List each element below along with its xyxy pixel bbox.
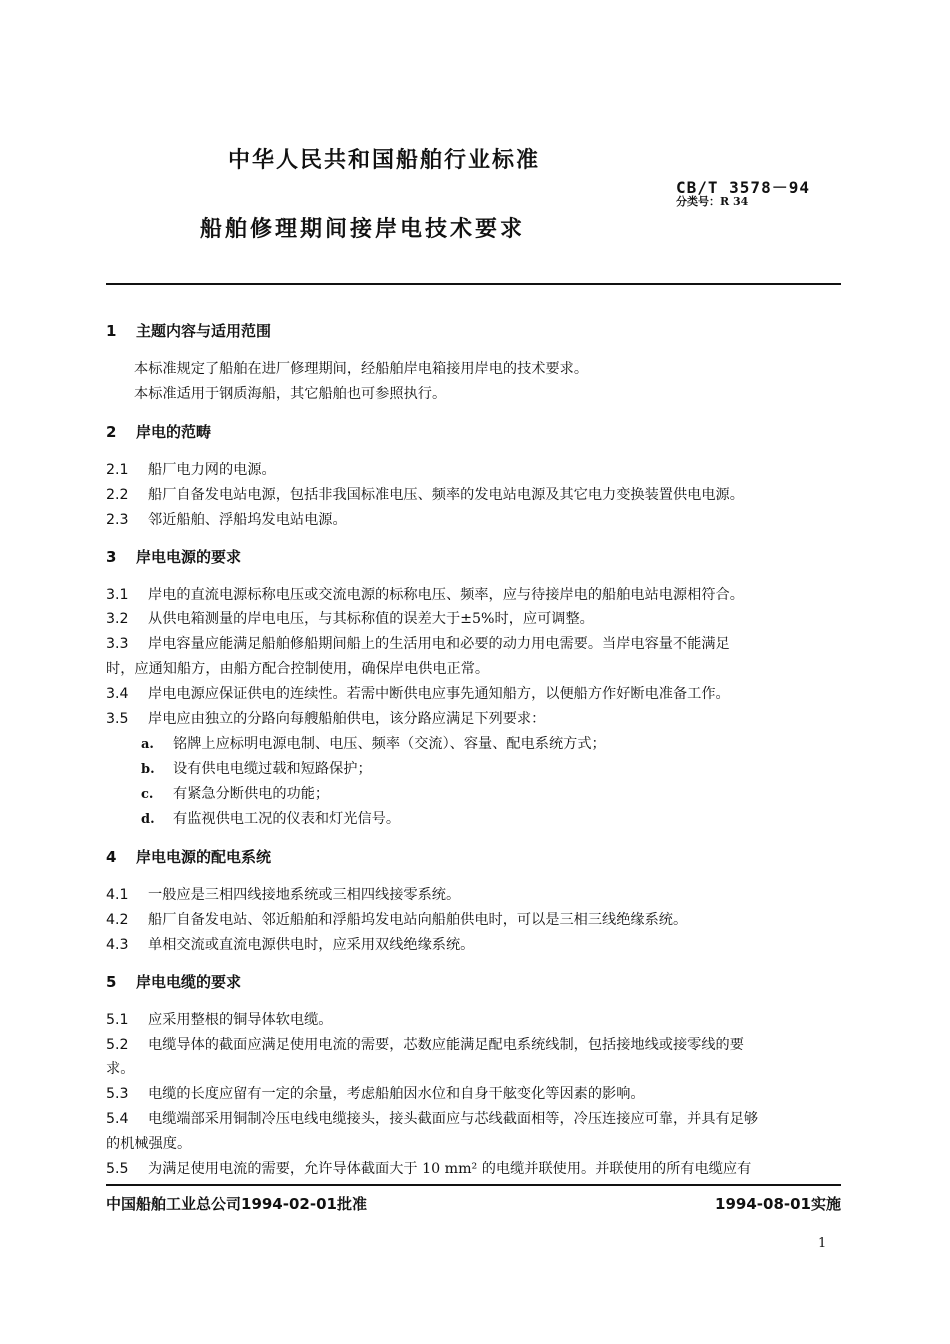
footer-rule (106, 1184, 841, 1186)
section-2-heading: 2 岸电的范畴 (106, 423, 212, 441)
implementation-date: 1994-08-01实施 (715, 1195, 841, 1213)
section-3-heading: 3 岸电电源的要求 (106, 548, 242, 566)
clause-5-3: 5.3 电缆的长度应留有一定的余量，考虑船舶因水位和自身干舷变化等因素的影响。 (106, 1086, 645, 1102)
clause-3-4: 3.4 岸电电源应保证供电的连续性。若需中断供电应事先通知船方，以便船方作好断电准备工作。 (106, 686, 730, 702)
clause-5-4: 5.4 电缆端部采用铜制冷压电线电缆接头，接头截面应与芯线截面相等，冷压连接应可靠，并具有足够 (106, 1111, 759, 1127)
clause-5-2-continued: 求。 (106, 1061, 135, 1077)
clause-3-5: 3.5 岸电应由独立的分路向每艘船舶供电，该分路应满足下列要求： (106, 711, 546, 727)
list-item-b: b. 设有供电电缆过载和短路保护； (141, 761, 372, 777)
classification-number: 分类号：R 34 (676, 195, 749, 208)
clause-4-2: 4.2 船厂自备发电站、邻近船舶和浮船坞发电站向船舶供电时，可以是三相三线绝缘系统。 (106, 912, 688, 928)
clause-2-3: 2.3 邻近船舶、浮船坞发电站电源。 (106, 512, 347, 528)
clause-4-1: 4.1 一般应是三相四线接地系统或三相四线接零系统。 (106, 887, 461, 903)
standard-code: CB/T 3578－94 (676, 178, 810, 197)
list-item-a: a. 铭牌上应标明电源电制、电压、频率（交流）、容量、配电系统方式； (141, 736, 606, 752)
clause-5-5: 5.5 为满足使用电流的需要，允许导体截面大于 10 mm² 的电缆并联使用。并联使用的所有电缆应有 (106, 1161, 752, 1177)
section-1-heading: 1 主题内容与适用范围 (106, 322, 272, 340)
list-item-d: d. 有监视供电工况的仪表和灯光信号。 (141, 811, 401, 827)
header-rule (106, 283, 841, 285)
clause-3-2: 3.2 从供电箱测量的岸电电压，与其标称值的误差大于±5%时，应可调整。 (106, 611, 594, 627)
section-4-heading: 4 岸电电源的配电系统 (106, 848, 272, 866)
section-5-heading: 5 岸电电缆的要求 (106, 973, 242, 991)
clause-2-1: 2.1 船厂电力网的电源。 (106, 462, 276, 478)
clause-2-2: 2.2 船厂自备发电站电源，包括非我国标准电压、频率的发电站电源及其它电力变换装置供电电源。 (106, 487, 744, 503)
list-item-c: c. 有紧急分断供电的功能； (141, 786, 330, 802)
clause-3-3-continued: 时，应通知船方，由船方配合控制使用，确保岸电供电正常。 (106, 661, 490, 677)
page-number: 1 (818, 1236, 827, 1251)
paragraph: 本标准适用于钢质海船，其它船舶也可参照执行。 (134, 386, 447, 402)
standard-title: 中华人民共和国船舶行业标准 (228, 148, 541, 173)
clause-4-3: 4.3 单相交流或直流电源供电时，应采用双线绝缘系统。 (106, 937, 475, 953)
paragraph: 本标准规定了船舶在进厂修理期间，经船舶岸电箱接用岸电的技术要求。 (134, 361, 589, 377)
approval-date: 中国船舶工业总公司1994-02-01批准 (106, 1195, 367, 1213)
clause-3-1: 3.1 岸电的直流电源标称电压或交流电源的标称电压、频率，应与待接岸电的船舶电站电源相符合。 (106, 587, 744, 603)
document-title: 船舶修理期间接岸电技术要求 (200, 217, 526, 242)
clause-3-3: 3.3 岸电容量应能满足船舶修船期间船上的生活用电和必要的动力用电需要。当岸电容量不能满足 (106, 636, 730, 652)
clause-5-2: 5.2 电缆导体的截面应满足使用电流的需要，芯数应能满足配电系统线制，包括接地线或接零线的要 (106, 1037, 744, 1053)
clause-5-4-continued: 的机械强度。 (106, 1136, 192, 1152)
clause-5-1: 5.1 应采用整根的铜导体软电缆。 (106, 1012, 333, 1028)
